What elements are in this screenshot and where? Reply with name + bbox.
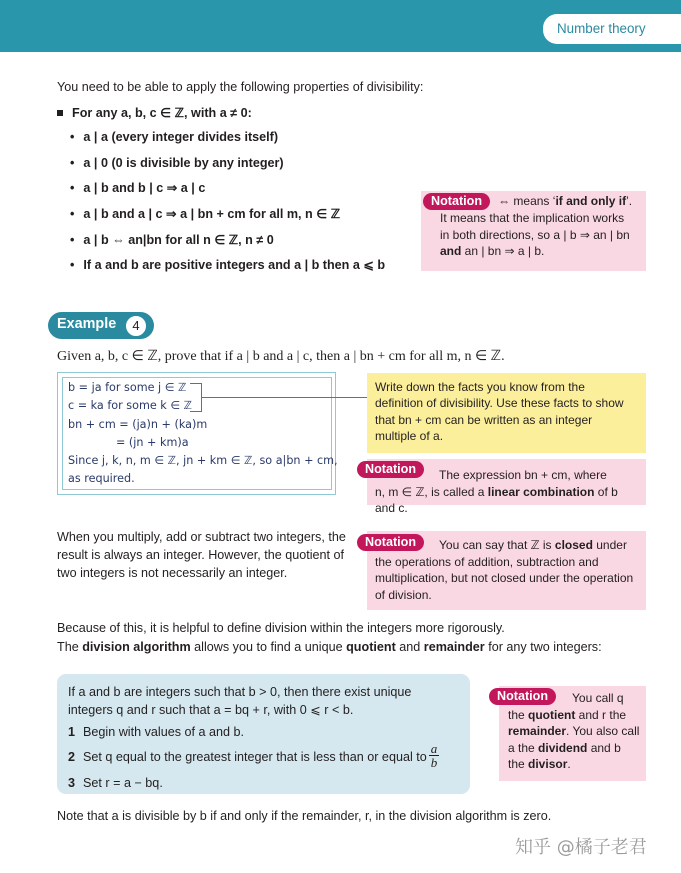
notation-tag: Notation (489, 688, 556, 705)
annotation-bracket (190, 383, 202, 412)
property-item: • a | b and b | c ⇒ a | c (70, 180, 385, 206)
step-number: 1 (68, 724, 76, 739)
fraction-numerator: a (430, 740, 438, 756)
bold-term: quotient (346, 639, 396, 654)
fraction-a-over-b (429, 742, 440, 769)
working-line-text: = (jn + km)a (116, 435, 189, 449)
note-text: The expression bn + cm, where (439, 468, 607, 482)
algorithm-line: integers q and r such that a = bq + r, with 0 ⩽ r < b. (68, 703, 354, 718)
step-text: Set r = a − bq. (83, 775, 163, 790)
note-text: an | bn ⇒ a | b. (461, 244, 545, 259)
notation-tag: Notation (357, 461, 424, 478)
note-text: It means that the implication works (440, 211, 625, 225)
notation-tag: Notation (423, 193, 490, 210)
notation-tag: Notation (357, 534, 424, 551)
note-bold: closed (554, 538, 593, 552)
step-number: 3 (68, 775, 76, 790)
note-bold: remainder (508, 724, 567, 739)
working-line (68, 436, 331, 454)
property-heading-text: For any a, b, c ∈ ℤ, with a ≠ 0: (72, 106, 252, 120)
note-text: of b and c. (375, 484, 618, 516)
property-list (70, 129, 385, 283)
annotation-leader-line (202, 397, 368, 398)
example-badge (48, 312, 154, 339)
fraction-denominator: b (430, 754, 438, 770)
step-number: 2 (68, 749, 76, 764)
bold-term: division algorithm (82, 639, 191, 654)
because-text: Because of this, it is helpful to define division within the integers more rigorously. (57, 621, 505, 635)
note-text: ’. (626, 194, 633, 208)
property-item: • a | b ⇔ an|bn for all n ∈ ℤ, n ≠ 0 (70, 232, 385, 258)
note-text: You call q (572, 691, 624, 705)
working-line: as required. (68, 472, 135, 486)
note-text: . (567, 757, 571, 772)
note-text: ⇔ means ‘ (498, 194, 556, 208)
note-bold: and (440, 244, 462, 259)
intro-text: You need to be able to apply the following properties of divisibility: (57, 80, 424, 94)
algorithm-step (68, 723, 462, 741)
hint-box: Write down the facts you know from the definition of divisibility. Use these facts to show that bn + cm can be written as an integer multiple of a. (367, 373, 646, 453)
note-text: the (508, 707, 529, 722)
chapter-tab[interactable]: Number theory (543, 14, 681, 44)
note-text: a the (508, 740, 539, 755)
square-bullet-icon (57, 110, 63, 116)
text: The (57, 639, 83, 654)
algorithm-step (68, 740, 462, 771)
division-algorithm-box (57, 674, 470, 794)
working-line: b = ja for some j ∈ ℤ (68, 381, 187, 394)
note-text: multiplication, but not closed under the operation (375, 571, 634, 586)
property-item: • a | 0 (0 is divisible by any integer) (70, 155, 385, 181)
example-label: Example (57, 316, 117, 332)
step-text: Set q equal to the greatest integer that is less than or equal to (83, 749, 427, 764)
working-line: c = ka for some k ∈ ℤ (68, 399, 192, 413)
text: for any two integers: (484, 639, 602, 654)
example-number: 4 (124, 314, 148, 338)
note-text: n, m ∈ ℤ, is called a (375, 484, 488, 499)
division-paragraph (57, 619, 657, 656)
note-text: and r the (575, 707, 627, 722)
property-heading (57, 105, 252, 120)
final-note: Note that a is divisible by b if and only if the remainder, r, in the division algorithm is zero. (57, 809, 552, 823)
note-bold: quotient (528, 707, 576, 722)
note-text: in both directions, so a | b ⇒ an | bn (440, 227, 630, 242)
working-line: Since j, k, n, m ∈ ℤ, jn + km ∈ ℤ, so a|bn + cm, (68, 454, 338, 468)
integers-paragraph: When you multiply, add or subtract two integers, the result is always an integer. However, the quotient of two integers is not necessarily an integer. (57, 530, 346, 580)
note-bold: divisor (528, 757, 568, 772)
algorithm-step (68, 774, 462, 792)
note-text: of division. (375, 587, 432, 602)
note-text: . You also call (566, 724, 640, 739)
note-bold: dividend (538, 740, 588, 755)
watermark: 知乎 @橘子老君 (515, 837, 647, 858)
property-item: • a | a (every integer divides itself) (70, 129, 385, 155)
bold-term: remainder (423, 639, 485, 654)
working-line: bn + cm = (ja)n + (ka)m (68, 417, 208, 431)
note-bold: if and only if (555, 194, 627, 208)
note-bold: linear combination (487, 484, 595, 499)
text: allows you to find a unique (190, 639, 347, 654)
algorithm-line: If a and b are integers such that b > 0, then there exist unique (68, 685, 412, 699)
note-text: under (592, 538, 627, 552)
note-text: the operations of addition, subtraction and (375, 554, 599, 569)
notation-box-linear (365, 459, 646, 516)
note-text: the (508, 757, 529, 772)
note-text: and b (587, 740, 621, 755)
note-text: You can say that ℤ is (439, 538, 555, 552)
property-item: • If a and b are positive integers and a | b then a ⩽ b (70, 257, 385, 283)
notation-box-closed (367, 531, 646, 610)
text: and (395, 639, 424, 654)
notation-box-terms (499, 686, 646, 781)
notation-box-iff (421, 191, 646, 271)
example-question: Given a, b, c ∈ ℤ, prove that if a | b and a | c, then a | bn + cm for all m, n ∈ ℤ. (57, 349, 505, 364)
step-text: Begin with values of a and b. (83, 724, 245, 739)
property-item: • a | b and a | c ⇒ a | bn + cm for all m, n ∈ ℤ (70, 206, 385, 232)
